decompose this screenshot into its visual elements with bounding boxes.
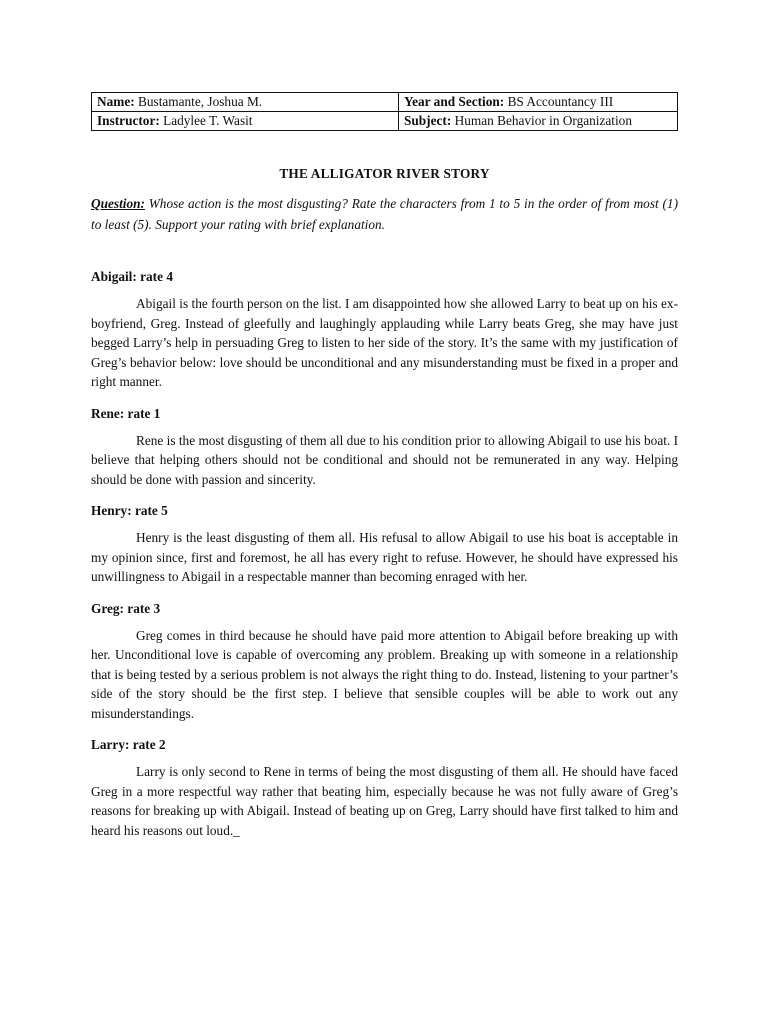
info-row [92, 112, 678, 131]
year-section-label: Year and Section: [404, 94, 505, 109]
question-label: Question: [91, 196, 145, 211]
section-body: Greg comes in third because he should have paid more attention to Abigail before breaking up with her. Unconditional love is capable of overcoming any problem. Breaking up with someone in a relationship that is being tested by a serious problem is not always the right thing to do. Instead, listening to your partner’s side of the story should be the first step. I believe that sensible couples will be able to work out any misunderstandings. [91, 627, 678, 721]
subject-value: Human Behavior in Organization [454, 113, 632, 128]
section-body: Rene is the most disgusting of them all due to his condition prior to allowing Abigail to use his boat. I believe that helping others should not be conditional and should not be remunerated in any way. Helping should be done with passion and sincerity. [91, 432, 678, 487]
name-value: Bustamante, Joshua M. [138, 94, 263, 109]
name-label: Name: [97, 94, 135, 109]
section-heading: Henry: rate 5 [91, 503, 168, 518]
section-body: Larry is only second to Rene in terms of being the most disgusting of them all. He should have faced Greg in a more respectful way rather that beating him, especially because he was not fully aware of Greg’s reasons for breaking up with Abigail. Instead of beating up on Greg, Larry should have first talked to him and heard his reasons out loud._ [91, 764, 678, 838]
character-section-larry [91, 736, 678, 840]
subject-cell [399, 112, 678, 131]
character-section-rene [91, 405, 678, 490]
question-paragraph [91, 193, 678, 235]
instructor-cell [92, 112, 399, 131]
section-body: Abigail is the fourth person on the list. I am disappointed how she allowed Larry to beat up on his ex-boyfriend, Greg. Instead of gleefully and laughingly applauding while Larry beats Greg, she may have just begged Larry’s help in persuading Greg to listen to her side of the story. It’s the same with my justification of Greg’s behavior below: love should be unconditional and any misunderstanding must be fixed in a proper and right manner. [91, 296, 678, 389]
name-cell [92, 93, 399, 112]
section-heading: Greg: rate 3 [91, 600, 161, 616]
character-section-abigail [91, 268, 678, 392]
instructor-value: Ladylee T. Wasit [163, 113, 253, 128]
subject-label: Subject: [404, 113, 452, 128]
year-section-value: BS Accountancy III [507, 94, 614, 109]
character-section-henry [91, 502, 678, 587]
document-title: THE ALLIGATOR RIVER STORY [279, 166, 490, 181]
info-row [92, 93, 678, 112]
student-info-table [91, 92, 678, 131]
instructor-label: Instructor: [97, 113, 160, 128]
section-body: Henry is the least disgusting of them all. His refusal to allow Abigail to use his boat is acceptable in my opinion since, first and foremost, he all has every right to refuse. However, he should have expressed his unwillingness to Abigail in a respectable manner than becoming enraged with her. [91, 530, 678, 584]
document-page [91, 92, 678, 840]
section-heading: Larry: rate 2 [91, 737, 166, 752]
section-heading: Rene: rate 1 [91, 405, 161, 421]
character-section-greg [91, 600, 678, 724]
question-text: Whose action is the most disgusting? Rate the characters from 1 to 5 in the order of from most (1) to least (5). Support your rating with brief explanation. [91, 196, 678, 232]
section-heading: Abigail: rate 4 [91, 269, 173, 284]
year-section-cell [399, 93, 678, 112]
